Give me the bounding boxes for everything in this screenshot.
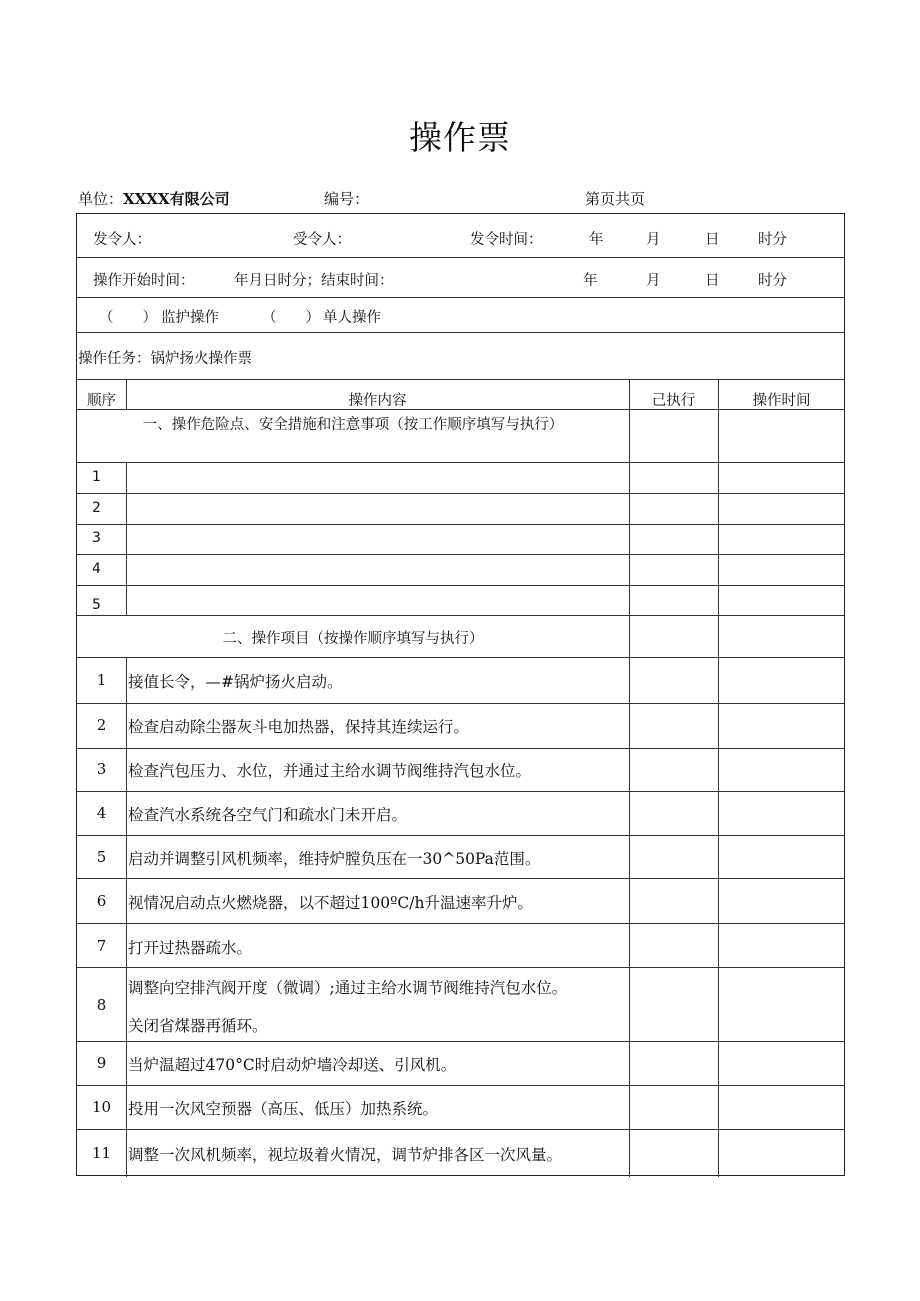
page-title: 操作票 — [409, 118, 511, 157]
s1-row-number: 2 — [92, 500, 101, 516]
single-label: 单人操作 — [323, 310, 381, 326]
s2-row-content: 调整向空排汽阀开度（微调）;通过主给水调节阀维持汽包水位。 — [128, 979, 568, 997]
s2-row-content: 检查汽水系统各空气门和疏水门未开启。 — [128, 806, 408, 824]
single-checkbox[interactable]: （ ） — [262, 310, 320, 326]
header-seq: 顺序 — [87, 393, 116, 409]
issue-month: 月 — [646, 232, 661, 248]
section1-title: 一、操作危险点、安全措施和注意事项（按工作顺序填写与执行） — [142, 417, 564, 433]
header-executed: 己执行 — [651, 393, 696, 409]
s1-row-number: 1 — [92, 469, 101, 485]
s2-row-content: 投用一次风空预器（高压、低压）加热系统。 — [128, 1100, 439, 1118]
s2-row-content: 视情况启动点火燃烧器，以不超过100ºC/h升温速率升炉。 — [128, 894, 533, 912]
s2-row-content: 检查启动除尘器灰斗电加热器，保持其连续运行。 — [128, 718, 470, 736]
s2-row-number: 4 — [96, 804, 107, 822]
task-field — [78, 347, 252, 368]
end-year: 年 — [583, 273, 598, 289]
header-content: 操作内容 — [348, 393, 407, 409]
issue-hour-min: 时分 — [758, 232, 787, 248]
s2-row-number: 10 — [91, 1098, 112, 1116]
end-time-label: 年月日时分；结束时间： — [234, 273, 394, 289]
s2-row-number: 6 — [96, 892, 107, 910]
s2-row-content: 当炉温超过470°C时启动炉墙冷却送、引风机。 — [128, 1056, 457, 1074]
s2-row-content: 打开过热器疏水。 — [128, 939, 253, 957]
task-label: 操作任务： — [78, 351, 151, 367]
s2-row-number: 9 — [96, 1054, 107, 1072]
s2-row-number: 11 — [91, 1144, 112, 1162]
end-month: 月 — [646, 273, 661, 289]
unit-label: 单位： — [78, 190, 124, 208]
unit-info — [78, 188, 230, 209]
unit-value: XXXX有限公司 — [123, 190, 230, 208]
end-hour-min: 时分 — [758, 273, 787, 289]
s2-row-number: 1 — [96, 671, 107, 689]
s2-row-number: 2 — [96, 716, 107, 734]
issue-day: 日 — [705, 232, 720, 248]
header-time: 操作时间 — [752, 393, 811, 409]
issuer-label: 发令人： — [93, 232, 151, 248]
s2-row-number: 8 — [96, 996, 107, 1014]
s2-row-number: 3 — [96, 760, 107, 778]
issue-year: 年 — [589, 232, 604, 248]
task-value: 锅炉扬火操作票 — [150, 351, 252, 367]
supervised-checkbox[interactable]: （ ） — [99, 310, 157, 326]
supervised-label: 监护操作 — [161, 310, 219, 326]
operation-ticket-table — [76, 213, 845, 1176]
end-day: 日 — [705, 273, 720, 289]
s1-row-number: 3 — [92, 530, 101, 546]
section2-title: 二、操作项目（按操作顺序填写与执行） — [222, 631, 484, 647]
s2-row-number: 5 — [96, 848, 107, 866]
s2-row-content-line2: 关闭省煤器再循环。 — [128, 1017, 268, 1035]
s2-row-number: 7 — [96, 937, 107, 955]
s2-row-content: 接值长令，—#锅炉扬火启动。 — [128, 673, 343, 691]
s2-row-content: 检查汽包压力、水位，并通过主给水调节阀维持汽包水位。 — [128, 762, 532, 780]
s2-row-content: 调整一次风机频率，视垃圾着火情况，调节炉排各区一次风量。 — [128, 1146, 563, 1164]
issue-time-label: 发令时间： — [470, 232, 543, 248]
number-label: 编号： — [324, 190, 370, 208]
s2-row-content: 启动并调整引风机频率，维持炉膛负压在一30^50Pa范围。 — [128, 850, 541, 868]
s1-row-number: 5 — [92, 597, 101, 613]
start-time-label: 操作开始时间： — [93, 273, 195, 289]
s1-row-number: 4 — [92, 561, 101, 577]
page-count: 第页共页 — [585, 190, 646, 208]
receiver-label: 受令人： — [293, 232, 351, 248]
